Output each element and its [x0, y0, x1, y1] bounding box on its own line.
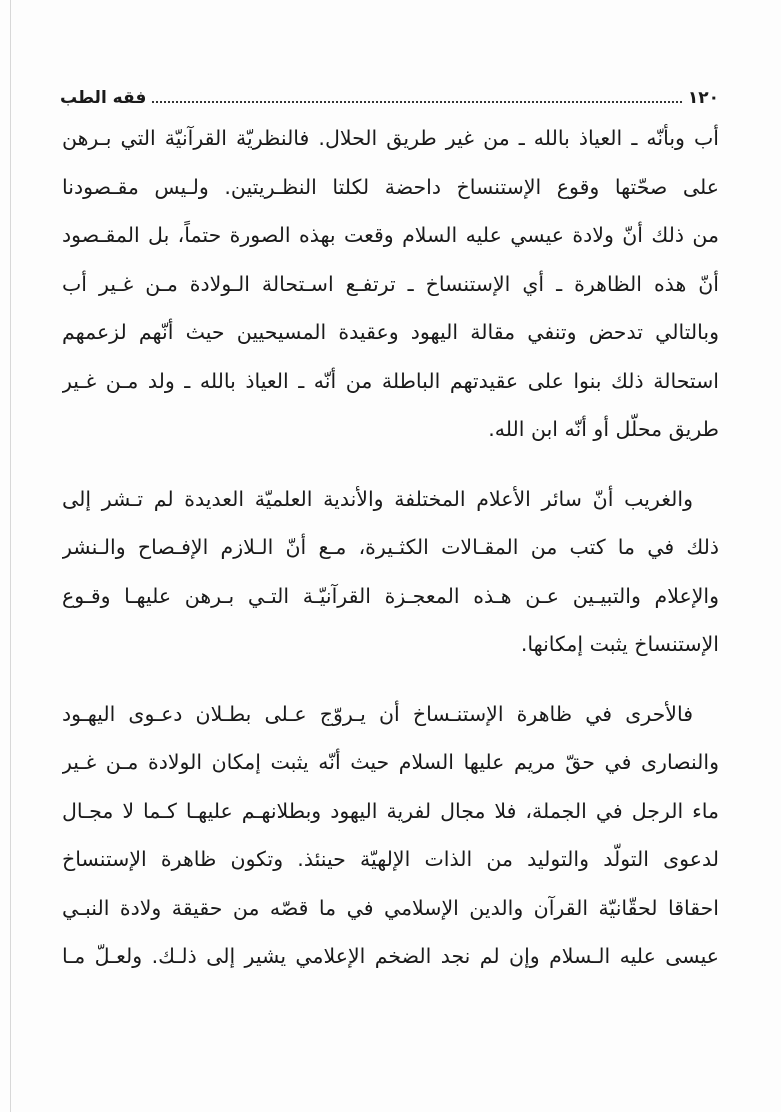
text-line: على صحّتها وقوع الإستنساخ داحضة لكلتا النظـريتين. ولـيس مقـصودنا: [62, 174, 719, 199]
text-line: لدعوى التولّد والتوليد من الذات الإلهيّة حينئذ. وتكون ظاهرة الإستنساخ: [62, 847, 719, 871]
text-line: والإعلام والتبيـين عـن هـذه المعجـزة القرآنيّـة التـي بـرهن عليهـا وقـوع: [62, 583, 719, 608]
text-line: أب وبأنّه ـ العياذ بالله ـ من غير طريق الحلال. فالنظريّة القرآنيّة التي بـرهن: [62, 126, 719, 150]
text-line: الإستنساخ يثبت إمكانها.: [520, 632, 719, 656]
text-line: احقاقا لحقّانيّة القرآن والدين الإسلامي في ما قصّه من حقيقة ولادة النبـي: [62, 895, 719, 920]
text-line: وبالتالي تدحض وتنفي مقالة اليهود وعقيدة المسيحيين حيث أنّهم لزعمهم: [62, 320, 719, 344]
page-number: ١٢٠: [687, 88, 719, 108]
paragraph-1: [62, 114, 719, 454]
page-gutter-line: [10, 0, 11, 1112]
text-line: طريق محلّل أو أنّه ابن الله.: [488, 417, 719, 441]
text-line: والنصارى في حقّ مريم عليها السلام حيث أنّه يثبت إمكان الولادة مـن غـير: [62, 750, 719, 774]
header-dot-leader: [152, 101, 681, 103]
text-line: استحالة ذلك بنوا على عقيدتهم الباطلة من أنّه ـ العياذ بالله ـ ولد مـن غـير: [62, 368, 719, 393]
text-line: ماء الرجل في الجملة، فلا مجال لفرية اليهود وبطلانهـم عليهـا كـما لا مجـال: [62, 798, 719, 823]
body-text: [62, 114, 719, 981]
text-line: عيسى عليه الـسلام وإن لم نجد الضخم الإعلامي يشير إلى ذلـك. ولعـلّ مـا: [62, 944, 719, 968]
paragraph-spacer: [62, 454, 719, 475]
paragraph-spacer: [62, 669, 719, 690]
book-title: فقه الطب: [60, 88, 147, 108]
paragraph-2: [62, 475, 719, 669]
text-line: ذلك في ما كتب من المقـالات الكثـيرة، مـع أنّ الـلازم الإفـصاح والـنشر: [62, 535, 719, 559]
running-header: [60, 78, 719, 108]
paragraph-3: [62, 690, 719, 981]
text-line: أنّ هذه الظاهرة ـ أي الإستنساخ ـ ترتفـع اسـتحالة الـولادة مـن غـير أب: [62, 271, 719, 296]
text-line: من ذلك أنّ ولادة عيسي عليه السلام وقعت بهذه الصورة حتماً، بل المقـصود: [62, 223, 719, 247]
text-line: فالأحرى في ظاهرة الإستنـساخ أن يـروّج عـلى بطـلان دعـوى اليهـود: [62, 701, 693, 726]
text-line: والغريب أنّ سائر الأعلام المختلفة والأندية العلميّة العديدة لم تـشر إلى: [62, 486, 693, 511]
